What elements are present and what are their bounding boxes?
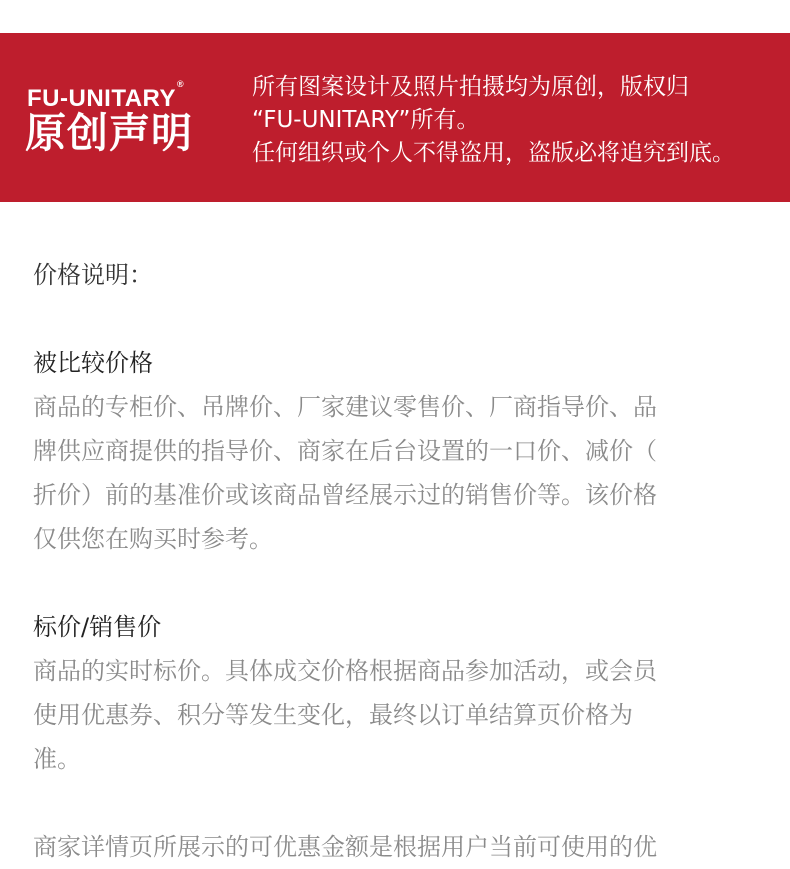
section-compared-price xyxy=(33,341,758,561)
banner-title: 原创声明 xyxy=(25,109,193,157)
intro-heading: 价格说明： xyxy=(33,261,153,289)
statement-line: 所有图案设计及照片拍摄均为原创，版权归 xyxy=(252,74,689,100)
brand-name: FU-UNITARY xyxy=(27,85,176,112)
body-line: 商品的实时标价。具体成交价格根据商品参加活动，或会员 xyxy=(33,657,657,685)
section-body xyxy=(33,649,758,781)
copyright-banner xyxy=(0,33,790,202)
registered-mark: ® xyxy=(176,79,185,89)
section-body xyxy=(33,385,758,561)
body-line: 准。 xyxy=(33,745,81,773)
statement-line: 任何组织或个人不得盗用，盗版必将追究到底。 xyxy=(252,140,735,166)
section-listed-price xyxy=(33,605,758,781)
body-line: 商家详情页所展示的可优惠金额是根据用户当前可使用的优 xyxy=(33,833,657,861)
price-explanation xyxy=(33,253,758,869)
body-line: 仅供您在购买时参考。 xyxy=(33,525,273,553)
body-line: 折价）前的基准价或该商品曾经展示过的销售价等。该价格 xyxy=(33,481,657,509)
section-body xyxy=(33,825,758,869)
copyright-statement xyxy=(252,71,782,170)
body-line: 牌供应商提供的指导价、商家在后台设置的一口价、减价（ xyxy=(33,437,657,465)
body-line: 使用优惠券、积分等发生变化，最终以订单结算页价格为 xyxy=(33,701,633,729)
section-title: 被比较价格 xyxy=(33,349,153,377)
section-discount-note xyxy=(33,825,758,869)
statement-line: “FU-UNITARY”所有。 xyxy=(252,107,480,133)
section-title: 标价/销售价 xyxy=(33,613,162,641)
body-line: 商品的专柜价、吊牌价、厂家建议零售价、厂商指导价、品 xyxy=(33,393,657,421)
